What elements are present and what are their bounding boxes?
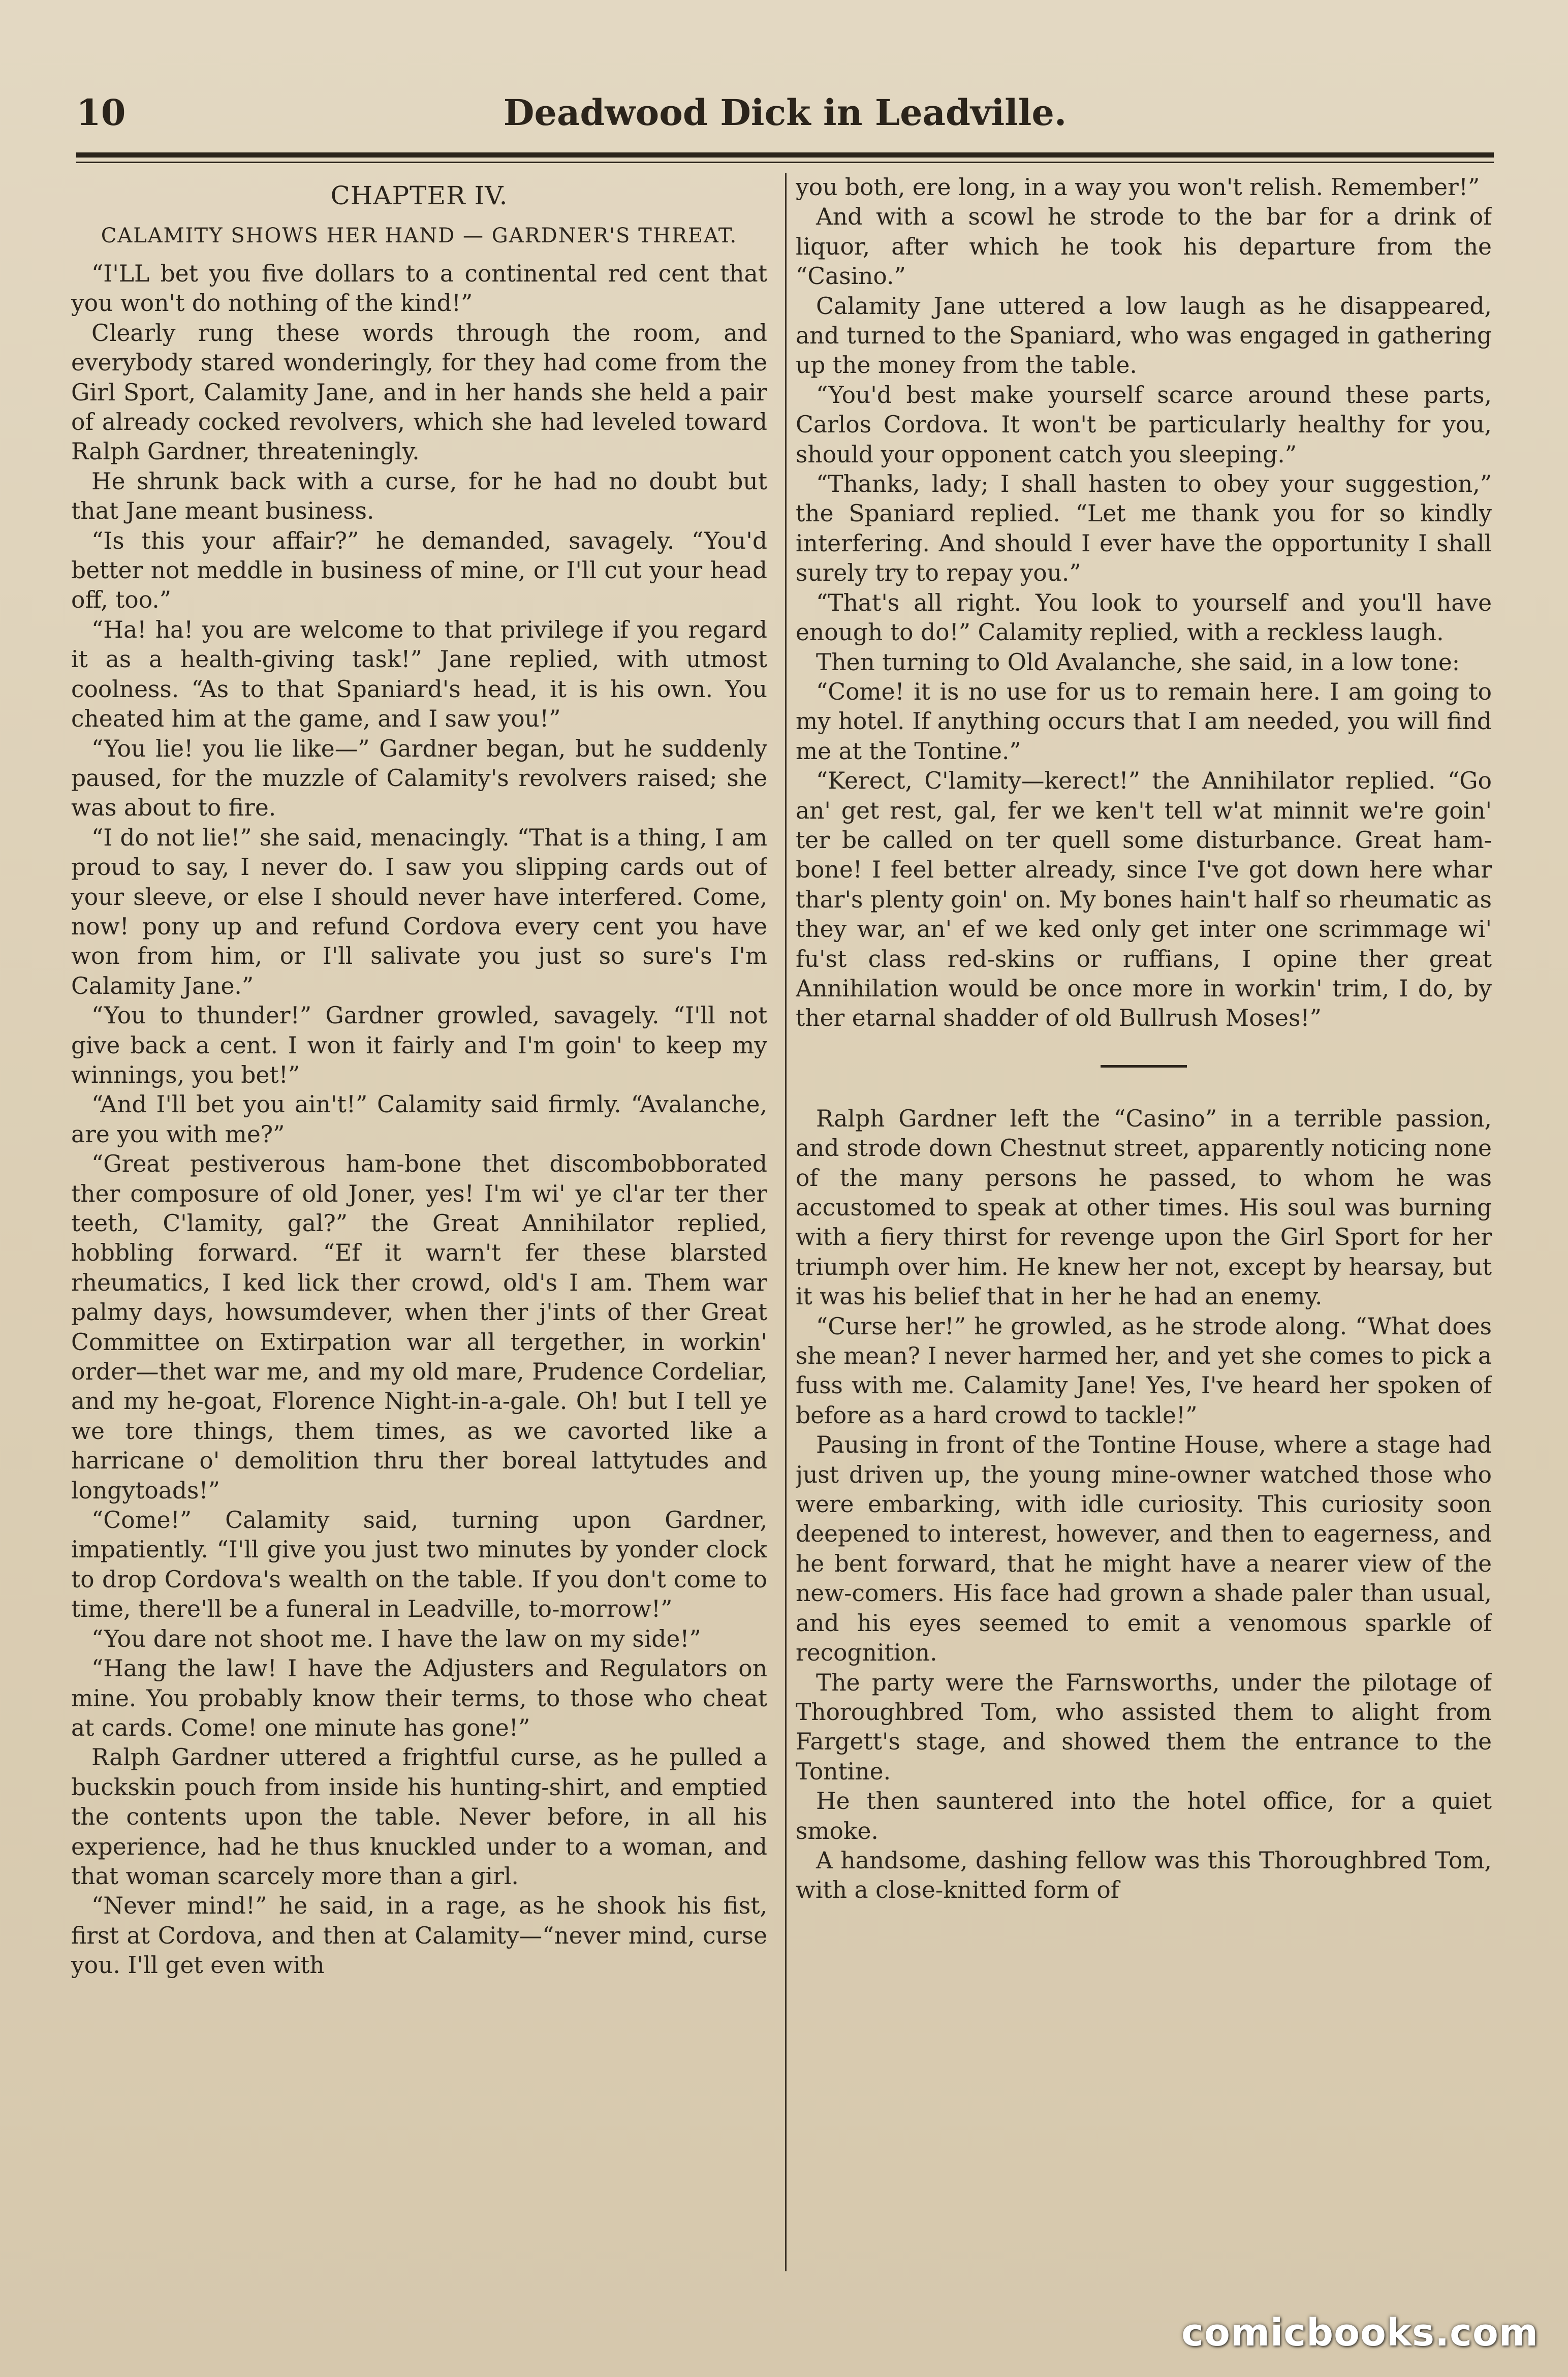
paragraph: “That's all right. You look to yourself and you'll have enough to do!” Calamity replied, with a reckless laugh. [796,589,1492,646]
right-column [796,173,1492,2287]
column-divider [785,173,787,2271]
page-header [76,81,1494,137]
paragraph: “Come!” Calamity said, turning upon Gardner, impatiently. “I'll give you just two minutes by yonder clock to drop Cordova's wealth on the table. If you don't come to time, there'll be a funeral in Leadville, to-morrow!” [71,1507,767,1623]
section-break-rule [1101,1065,1187,1068]
right-paragraphs-after-break [796,1104,1492,1905]
paragraph: Ralph Gardner uttered a frightful curse, as he pulled a buckskin pouch from inside his hunting-shirt, and emptied the contents upon the table. Never before, in all his experience, had he thus knuckled under to a woman, and that woman scarcely more than a girl. [71,1744,767,1890]
chapter-heading: CHAPTER IV. [330,181,508,210]
running-title: Deadwood Dick in Leadville. [503,91,1067,134]
header-rule-thin [76,162,1494,163]
paragraph: “I'LL bet you five dollars to a continental red cent that you won't do nothing of the kind!” [71,260,767,317]
paragraph: A handsome, dashing fellow was this Thoroughbred Tom, with a close-knitted form of [796,1847,1492,1904]
header-rule [76,152,1494,158]
paragraph: Calamity Jane uttered a low laugh as he disappeared, and turned to the Spaniard, who was engaged in gathering up the money from the table. [796,292,1492,379]
paragraph: “Kerect, C'lamity—kerect!” the Annihilator replied. “Go an' get rest, gal, fer we ken't tell w'at minnit we're goin' ter be called on ter quell some disturbance. Great ham-bone! I feel better already, since I've got down here whar thar's plenty goin' on. My bones hain't half so rheumatic as they war, an' ef we ked only get inter one scrimmage wi' fu'st class red-skins or ruffians, I opine ther great Annihilation would be once more in workin' trim, I do, by ther etarnal shadder of old Bullrush Moses!” [796,767,1492,1032]
paragraph: “Never mind!” he said, in a rage, as he shook his fist, first at Cordova, and then at Calamity—“never mind, curse you. I'll get even with [71,1892,767,1979]
paragraph: “You dare not shoot me. I have the law on my side!” [91,1625,701,1652]
chapter-subtitle: CALAMITY SHOWS HER HAND — GARDNER'S THREAT. [101,224,738,247]
paragraph: “Great pestiverous ham-bone thet discombobborated ther composure of old Joner, yes! I'm wi' ye cl'ar ter ther teeth, C'lamity, gal?” the Great Annihilator replied, hobbling forward. “Ef it warn't fer these blarsted rheumatics, I ked lick ther crowd, old's I am. Them war palmy days, howsumdever, when ther j'ints of ther Great Committee on Extirpation war all tergether, in workin' order—thet war me, and my old mare, Prudence Cordeliar, and my he-goat, Florence Night-in-a-gale. Oh! but I tell ye we tore things, them times, as we cavorted like a harricane o' demolition thru ther boreal lattytudes and longytoads!” [71,1150,767,1504]
paragraph: “You lie! you lie like—” Gardner began, but he suddenly paused, for the muzzle of Calamity's revolvers raised; she was about to fire. [71,735,767,822]
paragraph: He shrunk back with a curse, for he had no doubt but that Jane meant business. [71,467,767,525]
paragraph: “Come! it is no use for us to remain here. I am going to my hotel. If anything occurs that I am needed, you will find me at the Tontine.” [796,678,1492,765]
watermark-text: comicbooks.com [1181,2311,1539,2355]
paragraph: Pausing in front of the Tontine House, where a stage had just driven up, the young mine-owner watched those who were embarking, with idle curiosity. This curiosity soon deepened to interest, however, and then to eagerness, and he bent forward, that he might have a nearer view of the new-comers. His face had grown a shade paler than usual, and his eyes seemed to emit a venomous sparkle of recognition. [796,1431,1492,1667]
page-number: 10 [76,91,126,134]
paragraph: “Curse her!” he growled, as he strode along. “What does she mean? I never harmed her, and yet she comes to pick a fuss with me. Calamity Jane! Yes, I've heard her spoken of before as a hard crowd to tackle!” [796,1312,1492,1429]
paragraph: “You to thunder!” Gardner growled, savagely. “I'll not give back a cent. I won it fairly and I'm goin' to keep my winnings, you bet!” [71,1002,767,1088]
paragraph: He then sauntered into the hotel office, for a quiet smoke. [796,1788,1492,1844]
paragraph: “Is this your affair?” he demanded, savagely. “You'd better not meddle in business of mine, or I'll cut your head off, too.” [71,527,767,614]
paragraph: And with a scowl he strode to the bar for a drink of liquor, after which he took his departure from the “Casino.” [796,203,1492,290]
paragraph: “Hang the law! I have the Adjusters and Regulators on mine. You probably know their terms, to those who cheat at cards. Come! one minute has gone!” [71,1655,767,1741]
paragraph: Then turning to Old Avalanche, she said, in a low tone: [816,648,1460,676]
paragraph: “And I'll bet you ain't!” Calamity said firmly. “Avalanche, are you with me?” [71,1091,767,1148]
paragraph: “I do not lie!” she said, menacingly. “That is a thing, I am proud to say, I never do. I saw you slipping cards out of your sleeve, or else I should never have interfered. Come, now! pony up and refund Cordova every cent you have won from him, or I'll salivate you just so sure's I'm Calamity Jane.” [71,824,767,999]
left-paragraphs [71,259,767,1981]
paragraph: Clearly rung these words through the room, and everybody stared wonderingly, for they had come from the Girl Sport, Calamity Jane, and in her hands she held a pair of already cocked revolvers, which she had leveled toward Ralph Gardner, threateningly. [71,319,767,465]
paragraph: “Ha! ha! you are welcome to that privilege if you regard it as a health-giving task!” Jane replied, with utmost coolness. “As to that Spaniard's head, it is his own. You cheated him at the game, and I saw you!” [71,616,767,733]
paragraph: “Thanks, lady; I shall hasten to obey your suggestion,” the Spaniard replied. “Let me thank you for so kindly interfering. And should I ever have the opportunity I shall surely try to repay you.” [796,471,1492,587]
paragraph: you both, ere long, in a way you won't relish. Remember!” [796,174,1480,201]
left-column [71,173,767,2287]
paragraph: The party were the Farnsworths, under the pilotage of Thoroughbred Tom, who assisted them to alight from Fargett's stage, and showed them the entrance to the Tontine. [796,1669,1492,1785]
right-paragraphs-before-break [796,173,1492,1034]
paragraph: Ralph Gardner left the “Casino” in a terrible passion, and strode down Chestnut street, apparently noticing none of the many persons he passed, to whom he was accustomed to speak at other times. His soul was burning with a fiery thirst for revenge upon the Girl Sport for her triumph over him. He knew her not, except by hearsay, but it was his belief that in her he had an enemy. [796,1105,1492,1310]
paragraph: “You'd best make yourself scarce around these parts, Carlos Cordova. It won't be particularly healthy for you, should your opponent catch you sleeping.” [796,381,1492,468]
